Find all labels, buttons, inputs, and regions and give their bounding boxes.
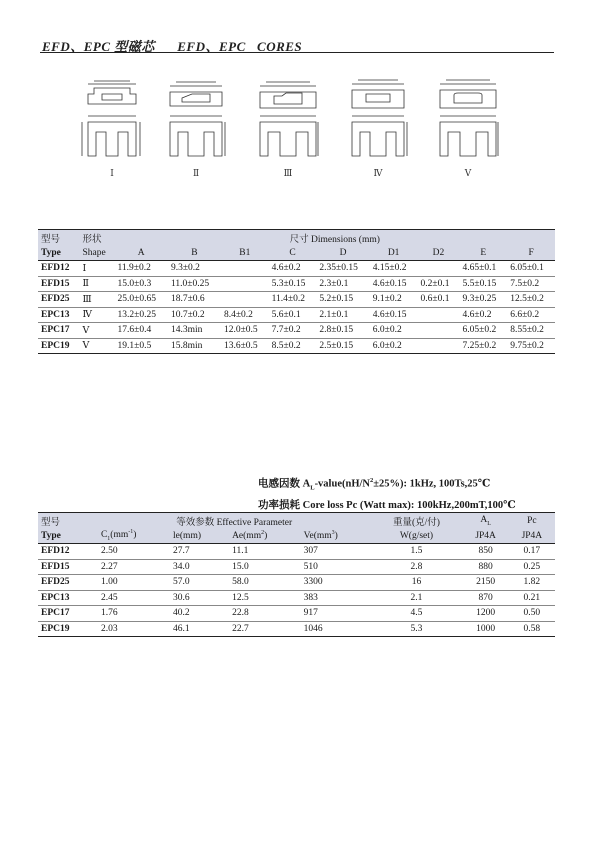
col-c: C xyxy=(269,245,317,261)
cell-shape: Ⅴ xyxy=(79,323,114,339)
cell-b1 xyxy=(221,276,269,292)
core-diagram-3 xyxy=(256,76,336,186)
cell-shape: Ⅲ xyxy=(79,292,114,308)
al-note-prefix: 电感因数 A xyxy=(258,478,311,490)
core-diagrams xyxy=(80,76,520,186)
cell-type: EPC13 xyxy=(38,590,98,606)
core-loss-note: 功率损耗 Core loss Pc (Watt max): 100kHz,200mT,100℃ xyxy=(258,499,516,511)
cell-type: EPC13 xyxy=(38,307,79,323)
col-a: A xyxy=(115,245,168,261)
cell-a: 19.1±0.5 xyxy=(115,338,168,354)
cell-al: 1200 xyxy=(463,606,509,622)
col-shape-cn: 形状 xyxy=(79,230,114,246)
dimensions-header-row-cn xyxy=(38,230,555,246)
col-type-cn: 型号 xyxy=(38,230,79,246)
col-b1: B1 xyxy=(221,245,269,261)
param-col-al-material: JP4A xyxy=(463,528,509,544)
cell-pc: 0.50 xyxy=(509,606,555,622)
cell-d2 xyxy=(417,261,459,277)
al-note-suffix: ±25%): 1kHz, 100Ts,25℃ xyxy=(373,478,491,490)
cell-c1: 2.45 xyxy=(98,590,170,606)
cell-d: 2.3±0.1 xyxy=(316,276,369,292)
cell-type: EPC19 xyxy=(38,338,79,354)
cell-b1: 12.0±0.5 xyxy=(221,323,269,339)
table-row xyxy=(38,575,555,591)
cell-b1: 13.6±0.5 xyxy=(221,338,269,354)
parameter-table xyxy=(38,512,555,637)
title-rule xyxy=(40,52,554,53)
cell-d1: 9.1±0.2 xyxy=(370,292,418,308)
cell-c: 11.4±0.2 xyxy=(269,292,317,308)
cell-a: 13.2±0.25 xyxy=(115,307,168,323)
ve-sup: 3 xyxy=(331,529,335,536)
cell-c1: 2.03 xyxy=(98,621,170,637)
cell-type: EPC19 xyxy=(38,621,98,637)
cell-a: 15.0±0.3 xyxy=(115,276,168,292)
c1-unit: (mm xyxy=(110,530,129,541)
core-diagram-2-label: Ⅱ xyxy=(192,168,200,178)
core-diagram-1-label: Ⅰ xyxy=(110,168,114,178)
core-diagram-1-drawing xyxy=(80,76,144,166)
cell-c: 5.6±0.1 xyxy=(269,307,317,323)
cell-e: 4.65±0.1 xyxy=(459,261,507,277)
cell-al: 850 xyxy=(463,544,509,560)
al-value-note xyxy=(258,472,516,497)
table-row xyxy=(38,261,555,277)
cell-le: 40.2 xyxy=(170,606,229,622)
param-weight-header: 重量(克/付) xyxy=(370,513,462,529)
cell-e: 4.6±0.2 xyxy=(459,307,507,323)
cell-pc: 0.17 xyxy=(509,544,555,560)
cell-c1: 2.50 xyxy=(98,544,170,560)
table-row xyxy=(38,307,555,323)
cell-d: 2.5±0.15 xyxy=(316,338,369,354)
dimensions-table xyxy=(38,229,555,354)
c1-sub: 1 xyxy=(107,536,111,543)
cell-a: 11.9±0.2 xyxy=(115,261,168,277)
measurement-notes xyxy=(258,472,516,514)
col-type: Type xyxy=(38,245,79,261)
cell-f: 6.05±0.1 xyxy=(507,261,555,277)
cell-b: 10.7±0.2 xyxy=(168,307,221,323)
table-row xyxy=(38,338,555,354)
cell-ve: 1046 xyxy=(301,621,371,637)
table-row xyxy=(38,621,555,637)
param-col-ve xyxy=(301,528,371,544)
cell-type: EFD25 xyxy=(38,575,98,591)
cell-ve: 307 xyxy=(301,544,371,560)
table-row xyxy=(38,544,555,560)
parameter-header-row xyxy=(38,528,555,544)
cell-ae: 12.5 xyxy=(229,590,301,606)
cell-le: 57.0 xyxy=(170,575,229,591)
col-shape: Shape xyxy=(79,245,114,261)
parameter-header-row-cn xyxy=(38,513,555,529)
table-row xyxy=(38,276,555,292)
cell-type: EFD12 xyxy=(38,544,98,560)
core-diagram-5 xyxy=(436,76,516,186)
table-row xyxy=(38,292,555,308)
cell-w: 2.1 xyxy=(370,590,462,606)
cell-a: 17.6±0.4 xyxy=(115,323,168,339)
cell-b: 11.0±0.25 xyxy=(168,276,221,292)
core-diagram-5-drawing xyxy=(436,76,500,166)
cell-shape: Ⅳ xyxy=(79,307,114,323)
cell-e: 6.05±0.2 xyxy=(459,323,507,339)
cell-d: 5.2±0.15 xyxy=(316,292,369,308)
cell-ve: 383 xyxy=(301,590,371,606)
al-note-sup: 2 xyxy=(369,477,374,484)
cell-pc: 0.58 xyxy=(509,621,555,637)
cell-d1: 6.0±0.2 xyxy=(370,323,418,339)
cell-w: 2.8 xyxy=(370,559,462,575)
param-col-c1 xyxy=(98,528,170,544)
param-col-ae xyxy=(229,528,301,544)
ae-close: ) xyxy=(264,531,268,542)
cell-shape: Ⅴ xyxy=(79,338,114,354)
param-col-le: le(mm) xyxy=(170,528,229,544)
cell-ae: 22.8 xyxy=(229,606,301,622)
cell-c: 7.7±0.2 xyxy=(269,323,317,339)
core-diagram-3-drawing xyxy=(256,76,320,166)
param-al-main: A xyxy=(480,514,488,525)
cell-b: 14.3min xyxy=(168,323,221,339)
cell-c: 8.5±0.2 xyxy=(269,338,317,354)
cell-d2 xyxy=(417,338,459,354)
cell-b1: 8.4±0.2 xyxy=(221,307,269,323)
c1-close: ) xyxy=(133,530,137,541)
al-note-sub: L xyxy=(310,484,315,492)
ve-main: Ve(mm xyxy=(303,531,332,542)
cell-w: 4.5 xyxy=(370,606,462,622)
cell-d2 xyxy=(417,323,459,339)
cell-e: 7.25±0.2 xyxy=(459,338,507,354)
cell-d1: 4.6±0.15 xyxy=(370,307,418,323)
cell-shape: Ⅱ xyxy=(79,276,114,292)
cell-ve: 917 xyxy=(301,606,371,622)
cell-d: 2.1±0.1 xyxy=(316,307,369,323)
col-e: E xyxy=(459,245,507,261)
al-note-mid: -value(nH/N xyxy=(314,478,370,490)
core-diagram-2-drawing xyxy=(164,76,228,166)
param-col-pc-material: JP4A xyxy=(509,528,555,544)
cell-type: EPC17 xyxy=(38,606,98,622)
param-effective-header: 等效参数 Effective Parameter xyxy=(98,513,370,529)
ae-sup: 2 xyxy=(261,529,265,536)
param-col-type: Type xyxy=(38,528,98,544)
cell-d1: 6.0±0.2 xyxy=(370,338,418,354)
core-diagram-4-drawing xyxy=(346,76,410,166)
cell-type: EFD15 xyxy=(38,559,98,575)
cell-al: 1000 xyxy=(463,621,509,637)
ae-main: Ae(mm xyxy=(232,531,262,542)
col-d: D xyxy=(316,245,369,261)
cell-ae: 15.0 xyxy=(229,559,301,575)
table-row xyxy=(38,606,555,622)
cell-f: 9.75±0.2 xyxy=(507,338,555,354)
table-row xyxy=(38,559,555,575)
core-diagram-2 xyxy=(164,76,244,186)
cell-b: 18.7±0.6 xyxy=(168,292,221,308)
cell-pc: 0.21 xyxy=(509,590,555,606)
cell-le: 34.0 xyxy=(170,559,229,575)
col-f: F xyxy=(507,245,555,261)
param-pc-header: Pc xyxy=(509,513,555,529)
col-b: B xyxy=(168,245,221,261)
cell-shape: Ⅰ xyxy=(79,261,114,277)
cell-al: 880 xyxy=(463,559,509,575)
cell-ae: 11.1 xyxy=(229,544,301,560)
cell-f: 7.5±0.2 xyxy=(507,276,555,292)
dimensions-table-body xyxy=(38,261,555,354)
cell-ae: 22.7 xyxy=(229,621,301,637)
cell-b1 xyxy=(221,292,269,308)
param-col-weight: W(g/set) xyxy=(370,528,462,544)
page-title: EFD、EPC 型磁芯 EFD、EPC CORES xyxy=(42,39,303,54)
cell-b1 xyxy=(221,261,269,277)
cell-type: EFD25 xyxy=(38,292,79,308)
c1-main: C xyxy=(100,530,108,541)
parameter-table-body xyxy=(38,544,555,637)
cell-c1: 2.27 xyxy=(98,559,170,575)
cell-pc: 1.82 xyxy=(509,575,555,591)
cell-ve: 510 xyxy=(301,559,371,575)
cell-d2 xyxy=(417,307,459,323)
cell-a: 25.0±0.65 xyxy=(115,292,168,308)
c1-sup: -1 xyxy=(128,528,134,535)
cell-le: 46.1 xyxy=(170,621,229,637)
cell-le: 30.6 xyxy=(170,590,229,606)
cell-ve: 3300 xyxy=(301,575,371,591)
cell-w: 16 xyxy=(370,575,462,591)
core-diagram-3-label: Ⅲ xyxy=(283,168,293,178)
cell-d1: 4.15±0.2 xyxy=(370,261,418,277)
param-al-sub: L xyxy=(487,520,491,527)
cell-f: 8.55±0.2 xyxy=(507,323,555,339)
col-d1: D1 xyxy=(370,245,418,261)
cell-d: 2.35±0.15 xyxy=(316,261,369,277)
core-diagram-1 xyxy=(80,76,160,186)
cell-pc: 0.25 xyxy=(509,559,555,575)
cell-type: EPC17 xyxy=(38,323,79,339)
param-al-header xyxy=(463,513,509,529)
col-dimensions-header: 尺寸 Dimensions (mm) xyxy=(115,230,555,246)
cell-w: 5.3 xyxy=(370,621,462,637)
ve-close: ) xyxy=(334,531,338,542)
core-diagram-5-label: Ⅴ xyxy=(464,168,472,178)
cell-f: 6.6±0.2 xyxy=(507,307,555,323)
table-row xyxy=(38,590,555,606)
cell-e: 5.5±0.15 xyxy=(459,276,507,292)
cell-c: 5.3±0.15 xyxy=(269,276,317,292)
core-diagram-4 xyxy=(346,76,426,186)
cell-b: 15.8min xyxy=(168,338,221,354)
cell-type: EFD15 xyxy=(38,276,79,292)
dimensions-header-row xyxy=(38,245,555,261)
cell-d: 2.8±0.15 xyxy=(316,323,369,339)
cell-c1: 1.00 xyxy=(98,575,170,591)
cell-al: 2150 xyxy=(463,575,509,591)
cell-c: 4.6±0.2 xyxy=(269,261,317,277)
cell-type: EFD12 xyxy=(38,261,79,277)
cell-al: 870 xyxy=(463,590,509,606)
cell-le: 27.7 xyxy=(170,544,229,560)
cell-e: 9.3±0.25 xyxy=(459,292,507,308)
cell-d2: 0.6±0.1 xyxy=(417,292,459,308)
cell-b: 9.3±0.2 xyxy=(168,261,221,277)
cell-w: 1.5 xyxy=(370,544,462,560)
param-col-type-cn: 型号 xyxy=(38,513,98,529)
table-row xyxy=(38,323,555,339)
col-d2: D2 xyxy=(417,245,459,261)
cell-c1: 1.76 xyxy=(98,606,170,622)
cell-d2: 0.2±0.1 xyxy=(417,276,459,292)
cell-ae: 58.0 xyxy=(229,575,301,591)
core-diagram-4-label: Ⅳ xyxy=(373,168,383,178)
cell-d1: 4.6±0.15 xyxy=(370,276,418,292)
cell-f: 12.5±0.2 xyxy=(507,292,555,308)
